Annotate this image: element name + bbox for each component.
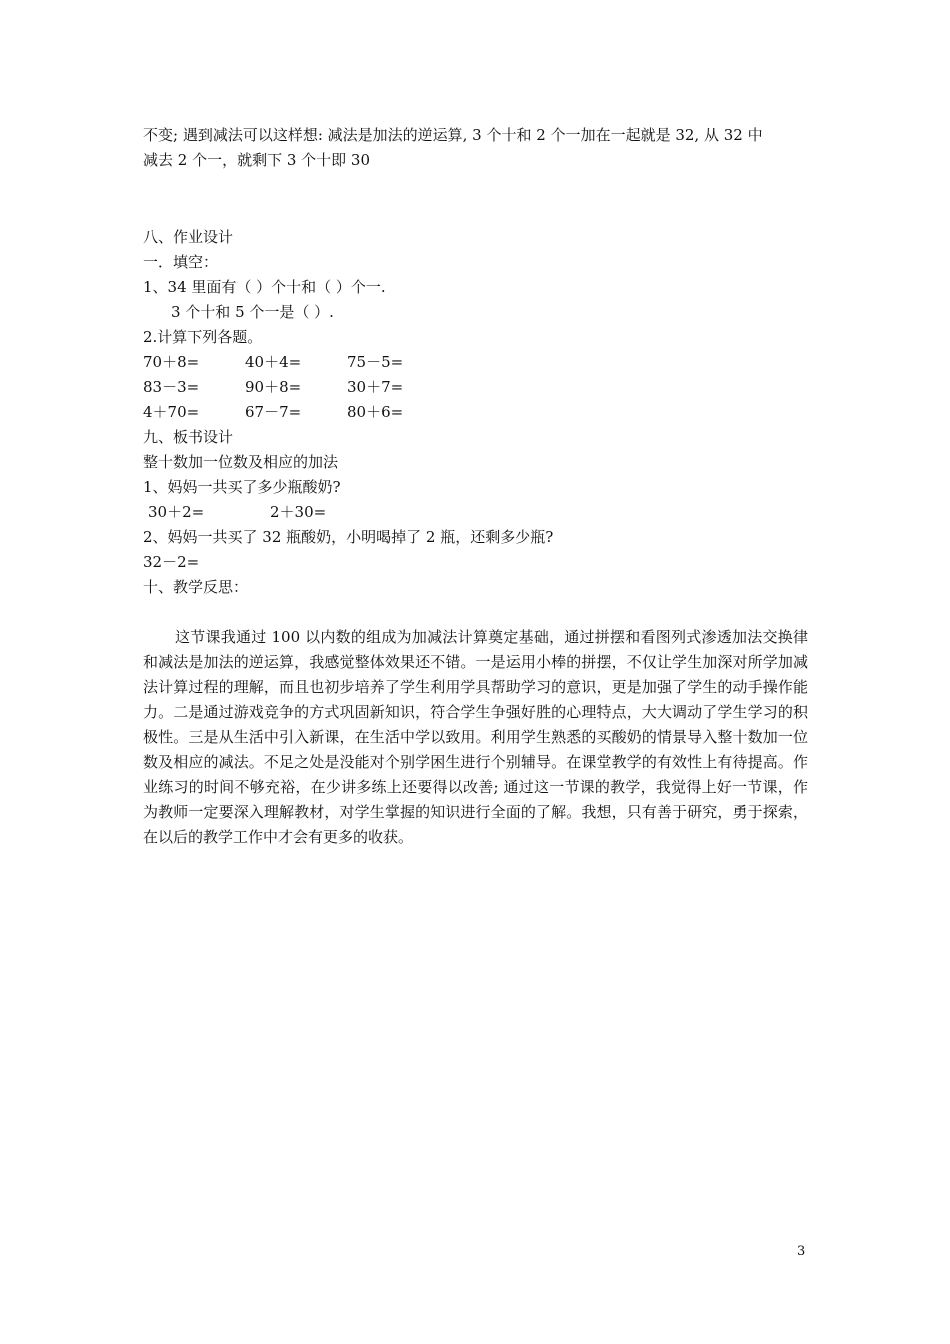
calc-item: 67－7= [245,403,302,421]
section-homework [143,225,808,600]
section8-heading: 八、作业设计 [143,228,234,246]
continued-line-2: 减去 2 个一，就剩下 3 个十即 30 [143,151,371,169]
calc-row [143,350,808,375]
fill-in-question-1b: 3 个十和 5 个一是（ ）. [171,303,334,321]
calc-row [143,400,808,425]
board-title: 整十数加一位数及相应的加法 [143,453,339,471]
section9-heading: 九、板书设计 [143,428,234,446]
reflection-block [143,625,808,850]
calc-item: 40＋4= [245,353,302,371]
calc-item: 70＋8= [143,353,200,371]
board-question-1: 1、妈妈一共买了多少瓶酸奶? [143,478,341,496]
continued-line-1: 不变; 遇到减法可以这样想: 减法是加法的逆运算, 3 个十和 2 个一加在一起就是 32, 从 32 中 [143,126,763,144]
board-question-2: 2、妈妈一共买了 32 瓶酸奶，小明喝掉了 2 瓶，还剩多少瓶? [143,528,554,546]
continued-paragraph [143,123,808,173]
calc-item: 75－5= [347,353,404,371]
board-equation: 2＋30= [270,503,327,521]
page-number: 3 [797,1244,806,1259]
board-equations-1 [143,500,808,525]
calc-item: 90＋8= [245,378,302,396]
calc-title: 2.计算下列各题。 [143,328,263,346]
calc-item: 4＋70= [143,403,200,421]
calc-row [143,375,808,400]
fill-in-question-1: 1、34 里面有（ ）个十和（ ）个一. [143,278,386,296]
calc-item: 30＋7= [347,378,404,396]
section10-heading: 十、教学反思： [143,578,249,596]
reflection-paragraph: 这节课我通过 100 以内数的组成为加减法计算奠定基础，通过拼摆和看图列式渗透加法交换律和减法是加法的逆运算，我感觉整体效果还不错。一是运用小棒的拼摆，不仅让学生加深对所学加减法计算过程的理解，而且也初步培养了学生利用学具帮助学习的意识，更是加强了学生的动手操作能力。二是通过游戏竞争的方式巩固新知识，符合学生争强好胜的心理特点，大大调动了学生学习的积极性。三是从生活中引入新课，在生活中学以致用。利用学生熟悉的买酸奶的情景导入整十数加一位数及相应的减法。不足之处是没能对个别学困生进行个别辅导。在课堂教学的有效性上有待提高。作业练习的时间不够充裕，在少讲多练上还要得以改善; 通过这一节课的教学，我觉得上好一节课，作为教师一定要深入理解教材，对学生掌握的知识进行全面的了解。我想，只有善于研究，勇于探索，在以后的教学工作中才会有更多的收获。 [143,628,808,846]
calc-item: 80＋6= [347,403,404,421]
fill-in-title: 一．填空： [143,253,219,271]
board-equation-2: 32－2= [143,553,200,571]
calc-item: 83－3= [143,378,200,396]
board-equation: 30＋2= [148,503,205,521]
